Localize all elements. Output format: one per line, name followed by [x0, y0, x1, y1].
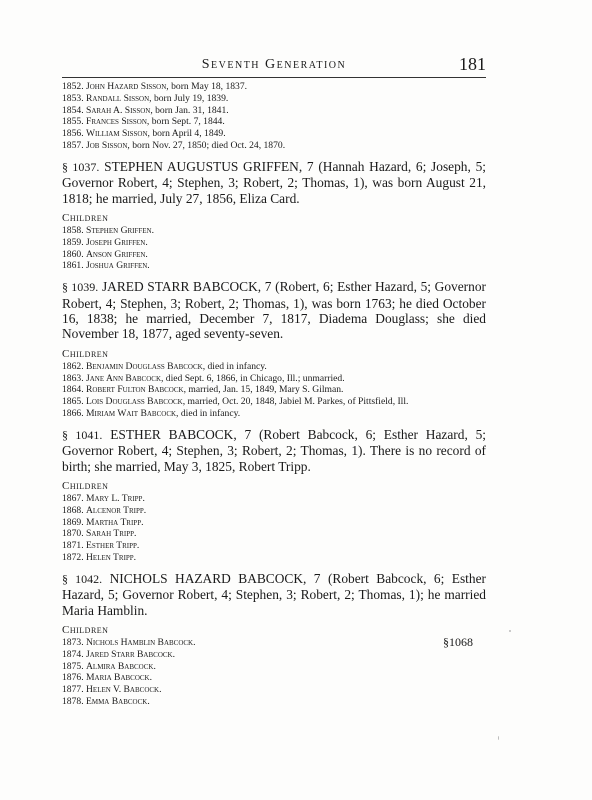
entry-name: Mary L. Tripp.	[86, 493, 145, 505]
entry-detail: born Nov. 27, 1850; died Oct. 24, 1870.	[129, 139, 286, 151]
entry-name: Helen Tripp.	[86, 552, 137, 563]
entry-number: 1863.	[62, 372, 84, 384]
child-entry	[62, 396, 486, 408]
section-number: § 1039.	[62, 280, 99, 295]
entry-name: William Sisson,	[86, 128, 150, 140]
entry-detail: died in infancy.	[178, 408, 241, 419]
section-paragraph	[62, 159, 486, 206]
entry-number: 1874.	[62, 648, 84, 660]
children-list	[62, 637, 486, 708]
children-heading: Children	[62, 480, 109, 493]
entry-detail: born Jan. 31, 1841.	[152, 104, 229, 116]
child-entry	[62, 105, 486, 117]
child-entry	[62, 225, 486, 237]
header-title: Seventh Generation	[201, 57, 347, 72]
entry-number: 1871.	[62, 540, 84, 552]
section-paragraph	[62, 571, 486, 618]
entry-name: Jane Ann Babcock,	[86, 372, 164, 384]
paper-speck	[498, 736, 499, 740]
child-entry	[62, 249, 486, 261]
entry-name: Sarah A. Sisson,	[86, 104, 153, 116]
entry-name: Lois Douglass Babcock,	[86, 396, 186, 408]
entry-detail: died in infancy.	[205, 360, 267, 372]
entry-name: Almira Babcock.	[86, 660, 156, 672]
sections	[62, 159, 486, 708]
entry-name: Randall Sisson,	[86, 92, 152, 104]
child-entry	[62, 373, 486, 385]
entry-name: Esther Tripp.	[86, 540, 140, 552]
page-number: 181	[459, 54, 486, 74]
entry-name: Joshua Griffen.	[86, 260, 150, 272]
child-entry	[62, 128, 486, 140]
child-entry	[62, 696, 486, 708]
entry-number: 1855.	[62, 116, 84, 128]
entry-number: 1856.	[62, 128, 84, 140]
entry-detail: born April 4, 1849.	[149, 128, 226, 140]
entry-name: Martha Tripp.	[86, 516, 144, 528]
child-entry	[62, 505, 486, 517]
entry-name: Miriam Wait Babcock,	[86, 408, 179, 419]
entry-number: 1867.	[62, 493, 84, 505]
section-text: ESTHER BABCOCK, 7 (Robert Babcock, 6; Esther Hazard, 5; Governor Robert, 4; Stephen, 3; Robert, 2; Thomas, 1). There is no record of birth; she married, May 3, 1825, Robert Tripp.	[62, 426, 487, 474]
entry-number: 1861.	[62, 260, 84, 272]
child-entry	[62, 140, 486, 152]
child-entry	[62, 552, 486, 564]
child-entry	[62, 493, 486, 505]
entry-number: 1858.	[62, 225, 84, 236]
genealogy-section	[62, 159, 486, 272]
section-number: § 1037.	[62, 159, 100, 174]
child-entry	[62, 684, 486, 696]
entry-detail: born May 18, 1837.	[168, 81, 248, 92]
section-text: STEPHEN AUGUSTUS GRIFFEN, 7 (Hannah Hazard, 6; Joseph, 5; Governor Robert, 4; Stephen, 3; Robert, 2; Thomas, 1), was born August 21, 1818; he married, July 27, 1856, Eliza Card.	[62, 158, 486, 206]
children-heading: Children	[62, 347, 109, 360]
section-number: § 1041.	[62, 427, 103, 442]
entry-number: 1870.	[62, 528, 84, 540]
children-list	[62, 225, 486, 272]
entry-name: Joseph Griffen.	[86, 236, 148, 248]
footer-reference: §1068	[443, 635, 473, 649]
genealogy-section	[62, 571, 486, 708]
child-entry	[62, 408, 486, 420]
children-list	[62, 493, 486, 564]
entry-number: 1872.	[62, 552, 84, 563]
entry-number: 1875.	[62, 660, 84, 672]
child-entry	[62, 237, 486, 249]
section-paragraph	[62, 279, 486, 342]
child-entry	[62, 661, 486, 673]
child-entry	[62, 637, 486, 649]
entry-name: Jared Starr Babcock.	[86, 648, 175, 660]
header-rule	[62, 77, 486, 78]
children-heading: Children	[62, 212, 109, 224]
child-entry	[62, 649, 486, 661]
entry-number: 1857.	[62, 139, 84, 151]
child-entry	[62, 384, 486, 396]
genealogy-section	[62, 279, 486, 420]
running-header	[62, 56, 486, 76]
child-entry	[62, 260, 486, 272]
page-content	[62, 81, 486, 708]
entry-detail: died Sept. 6, 1866, in Chicago, Ill.; unmarried.	[163, 372, 345, 384]
entry-name: Job Sisson,	[86, 139, 130, 151]
entry-number: 1854.	[62, 104, 84, 116]
section-number: § 1042.	[62, 571, 103, 586]
entry-name: Robert Fulton Babcock,	[86, 384, 186, 396]
entry-name: Helen V. Babcock.	[86, 684, 162, 696]
entry-detail: married, Jan. 15, 1849, Mary S. Gilman.	[185, 384, 344, 396]
entry-number: 1860.	[62, 248, 84, 260]
entry-number: 1859.	[62, 236, 84, 248]
entry-name: Alcenor Tripp.	[86, 504, 147, 516]
child-entry	[62, 517, 486, 529]
entry-number: 1862.	[62, 360, 84, 372]
entry-number: 1868.	[62, 504, 84, 516]
genealogy-section	[62, 427, 486, 564]
top-children-list	[62, 81, 486, 152]
entry-name: Sarah Tripp.	[86, 528, 137, 540]
entry-number: 1869.	[62, 516, 84, 528]
entry-number: 1877.	[62, 684, 84, 696]
child-entry	[62, 116, 486, 128]
entry-name: John Hazard Sisson,	[86, 81, 169, 92]
entry-number: 1852.	[62, 81, 84, 92]
child-entry	[62, 81, 486, 93]
entry-number: 1865.	[62, 396, 84, 408]
entry-name: Frances Sisson,	[86, 116, 150, 128]
section-text: NICHOLS HAZARD BABCOCK, 7 (Robert Babcock, 6; Esther Hazard, 5; Governor Robert, 4; Stephen, 3; Robert, 2; Thomas, 1); he married Maria Hamblin.	[62, 570, 487, 618]
child-entry	[62, 672, 486, 684]
entry-name: Maria Babcock.	[86, 672, 153, 684]
entry-name: Emma Babcock.	[86, 696, 150, 707]
entry-number: 1878.	[62, 696, 84, 707]
entry-name: Benjamin Douglass Babcock,	[86, 360, 206, 372]
child-entry	[62, 361, 486, 373]
entry-number: 1853.	[62, 92, 84, 104]
children-heading: Children	[62, 624, 109, 637]
entry-name: Anson Griffen.	[86, 248, 148, 260]
children-list	[62, 361, 486, 420]
entry-number: 1873.	[62, 637, 84, 649]
section-paragraph	[62, 427, 486, 474]
section-text: JARED STARR BABCOCK, 7 (Robert, 6; Esther Hazard, 5; Governor Robert, 4; Stephen, 3; Robert, 2; Thomas, 1), was born 1763; he died October 16, 1838; he married, December 7, 1817, Diadema Douglass; she died November 18, 1877, aged seventy-seven.	[62, 279, 486, 342]
entry-detail: born Sept. 7, 1844.	[149, 116, 225, 128]
child-entry	[62, 93, 486, 105]
entry-name: Nichols Hamblin Babcock.	[86, 637, 196, 649]
entry-detail: born July 19, 1839.	[151, 92, 229, 104]
entry-name: Stephen Griffen.	[86, 225, 155, 236]
entry-detail: married, Oct. 20, 1848, Jabiel M. Parkes, of Pittsfield, Ill.	[185, 396, 409, 408]
entry-number: 1866.	[62, 408, 84, 419]
entry-number: 1876.	[62, 672, 84, 684]
paper-speck	[509, 630, 511, 632]
entry-number: 1864.	[62, 384, 84, 396]
child-entry	[62, 528, 486, 540]
child-entry	[62, 540, 486, 552]
